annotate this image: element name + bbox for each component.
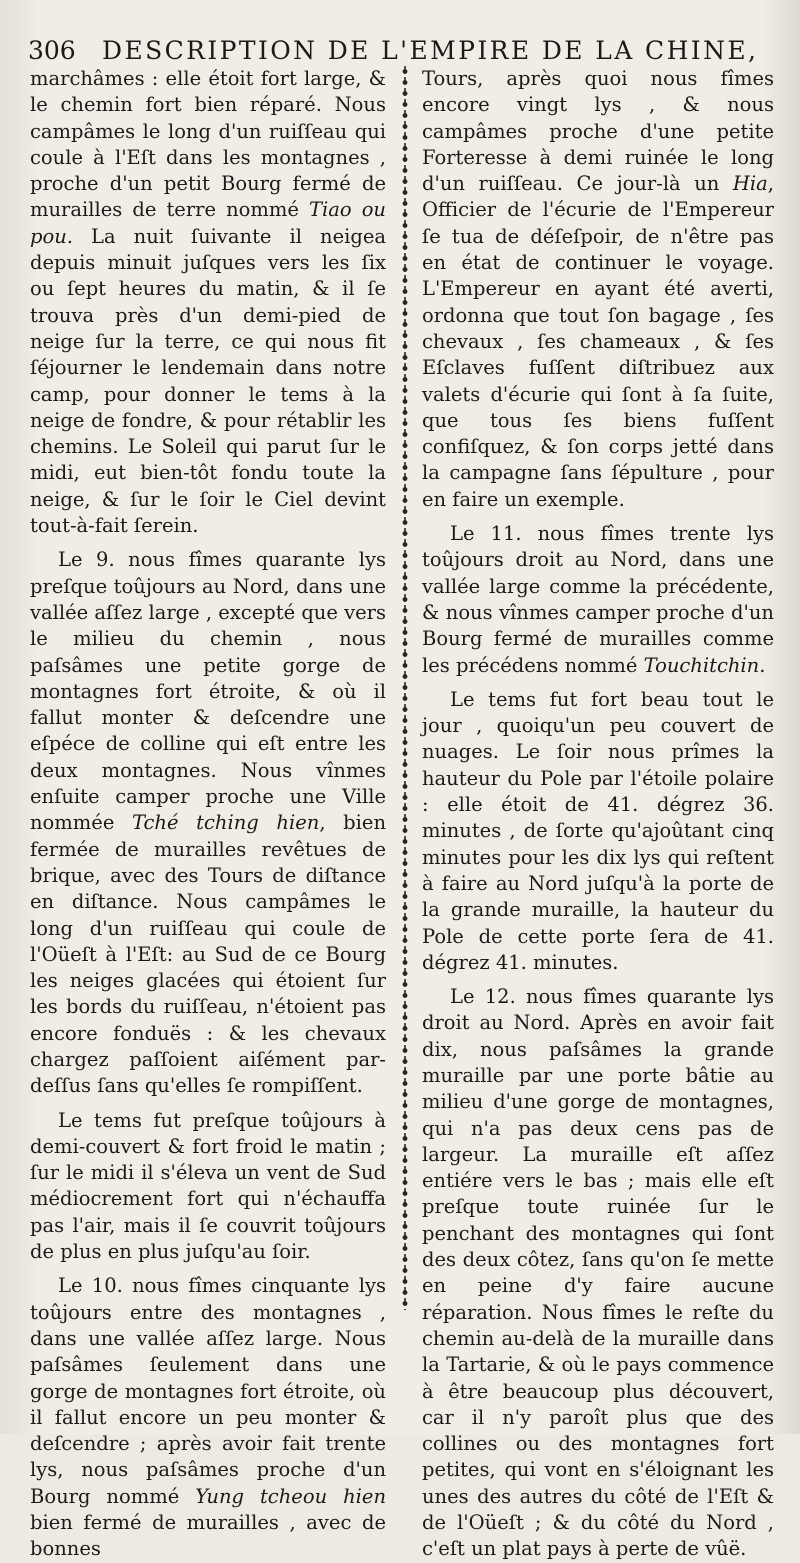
left-column xyxy=(30,66,386,1563)
paragraph xyxy=(30,66,386,539)
paragraph xyxy=(30,1273,386,1562)
paragraph xyxy=(422,66,774,513)
text-run: Le tems fut fort beau tout le jour , quoiqu'un peu couvert de nuages. Le ſoir nous prîmes la hauteur du Pole par l'étoile polaire : elle étoit de 41. dégrez 36. minutes , de ſorte qu'ajoûtant cinq minutes pour les dix lys qui reſtent à faire au Nord juſqu'à la porte de la grande muraille, la hauteur du Pole de cette porte ſera de 41. dégrez 41. minutes. xyxy=(422,687,774,974)
text-run: Le tems fut preſque toûjours à demi-couvert & fort froid le matin ; ſur le midi il s'éleva un vent de Sud médiocrement fort qui n'échauffa pas l'air, mais il ſe couvrit toûjours de plus en plus juſqu'au ſoir. xyxy=(30,1108,386,1264)
running-title: DESCRIPTION DE L'EMPIRE DE LA CHINE, xyxy=(102,36,759,65)
text-run: Le 9. nous fîmes quarante lys preſque toûjours au Nord, dans une vallée aſſez large , excepté que vers le milieu du chemin , nous paſsâmes une petite gorge de montagnes fort étroite, & où il fallut monter & deſcendre une eſpéce de colline qui eſt entre les deux montagnes. Nous vînmes enſuite camper proche une Ville nommée xyxy=(30,548,386,835)
italic-name: Yung tcheou hien xyxy=(195,1484,386,1508)
italic-name: Tché tching hien xyxy=(132,811,320,835)
paragraph xyxy=(30,547,386,1099)
italic-name: Hia xyxy=(732,172,768,196)
text-run: Le 11. nous fîmes trente lys toûjours droit au Nord, dans une vallée large comme la précédente, & nous vînmes camper proche d'un Bourg fermé de murailles comme les précédens nommé xyxy=(422,522,774,677)
text-run: Le 12. nous fîmes quarante lys droit au Nord. Après en avoir fait dix, nous paſsâmes la grande muraille par une porte bâtie au milieu d'une gorge de montagnes, qui n'a pas deux cens pas de largeur. La muraille eſt aſſez entiére vers le bas ; mais elle eſt preſque toute ruinée ſur le penchant des montagnes qui ſont des deux côtez, ſans qu'on ſe mette en peine d'y faire aucune réparation. Nous fîmes le reſte du chemin au-delà de la muraille dans la Tartarie, & où le pays commence à être beaucoup plus découvert, car il n'y paroît plus que des collines ou des montagnes fort petites, qui vont en s'éloignant les unes des autres du côté de l'Eſt & de l'Oüeſt ; & du côté du Nord , c'eſt un plat pays à perte de vûë. xyxy=(422,985,774,1561)
page-header xyxy=(28,36,788,68)
text-run: , bien fermée de murailles revêtues de brique, avec des Tours de diſtance en diſtance. Nous campâmes le long d'un ruiſſeau qui coule de l'Oüeſt à l'Eſt: au Sud de ce Bourg les neiges glacées qui étoient ſur les bords du ruiſſeau, n'étoient pas encore fonduës : & les chevaux chargez paſſoient aiſément par-deſſus ſans qu'elles ſe rompiſſent. xyxy=(30,811,386,1098)
text-run: marchâmes : elle étoit fort large, & le chemin fort bien réparé. Nous campâmes le long d'un ruiſſeau qui coule à l'Eſt dans les montagnes , proche d'un petit Bourg fermé de murailles de terre nommé xyxy=(30,67,386,222)
paragraph xyxy=(422,984,774,1563)
italic-name: Tiao ou pou. xyxy=(30,198,386,248)
paragraph xyxy=(422,687,774,976)
text-run: Tours, après quoi nous fîmes encore vingt lys , & nous campâmes proche d'une petite Forteresse à demi ruinée le long d'un ruiſſeau. Ce jour-là un xyxy=(422,67,774,196)
paragraph xyxy=(422,521,774,679)
text-run: La nuit ſuivante il neigea depuis minuit juſques vers les ſix ou ſept heures du matin, & il ſe trouva près d'un demi-pied de neige ſur la terre, ce qui nous fit ſéjourner le lendemain dans notre camp, pour donner le tems à la neige de fondre, & pour rétablir les chemins. Le Soleil qui parut ſur le midi, eut bien-tôt fondu toute la neige, & ſur le ſoir le Ciel devint tout-à-fait ſerein. xyxy=(30,224,386,538)
page-number: 306 xyxy=(28,36,76,65)
text-run: , Officier de l'écurie de l'Empereur ſe tua de déſeſpoir, de n'être pas en état de continuer le voyage. L'Empereur en ayant été averti, ordonna que tout ſon bagage , ſes chevaux , ſes chameaux , & ſes Eſclaves fuſſent diſtribuez aux valets d'écurie qui ſont à ſa ſuite, que tous ſes biens fuſſent confiſquez, & ſon corps jetté dans la campagne ſans ſépulture , pour en faire un exemple. xyxy=(422,172,774,511)
ornamental-column-divider xyxy=(396,66,414,1310)
italic-name: Touchitchin. xyxy=(643,653,766,677)
text-run: bien fermé de murailles , avec de bonnes xyxy=(30,1511,386,1561)
text-run: Le 10. nous fîmes cinquante lys toûjours entre des montagnes , dans une vallée aſſez large. Nous paſsâmes ſeulement dans une gorge de montagnes fort étroite, où il fallut encore un peu monter & deſcendre ; après avoir fait trente lys, nous paſsâmes proche d'un Bourg nommé xyxy=(30,1274,386,1508)
right-column xyxy=(422,66,774,1563)
paragraph xyxy=(30,1108,386,1266)
